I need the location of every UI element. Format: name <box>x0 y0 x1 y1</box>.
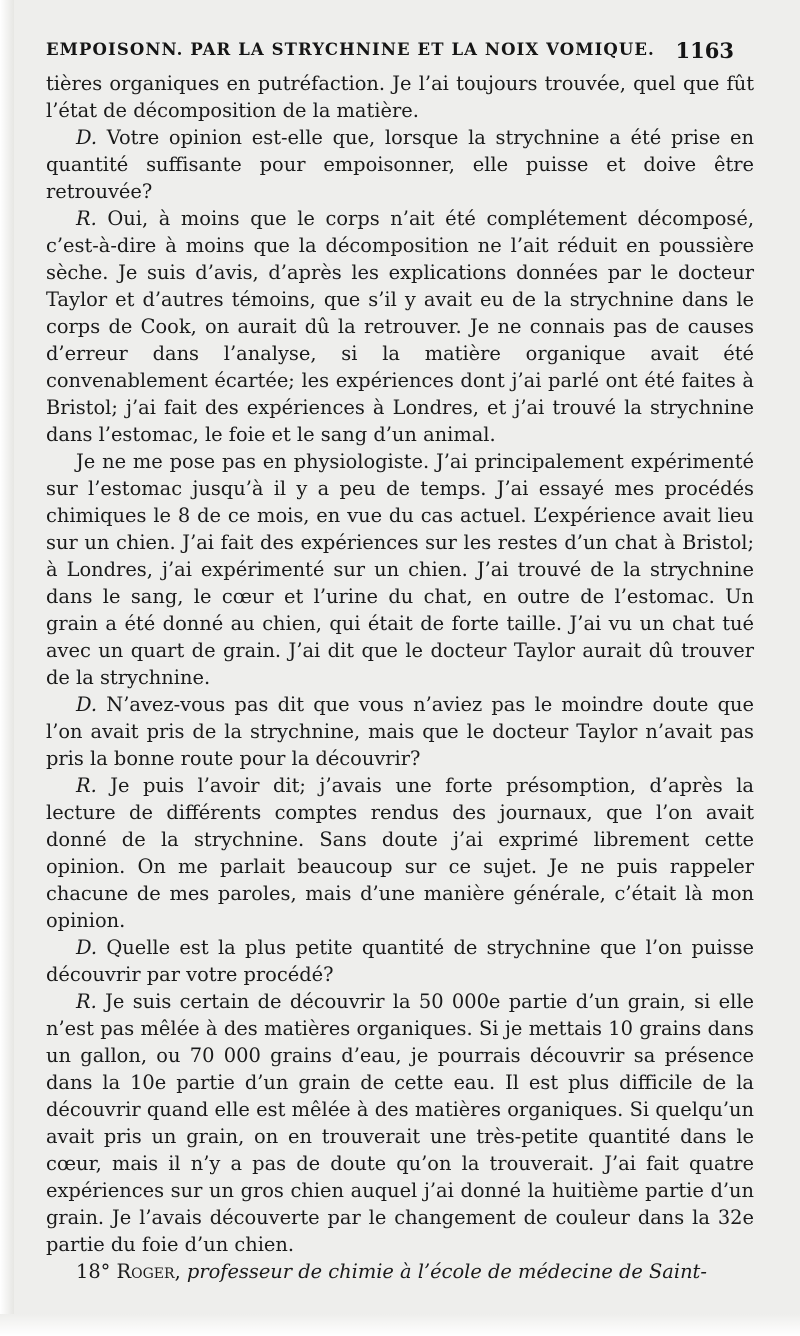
speaker-label: D. <box>76 693 98 716</box>
paragraph <box>46 772 754 934</box>
paragraph <box>46 448 754 691</box>
witness-name: Roger <box>116 1260 175 1283</box>
page-header <box>46 34 746 68</box>
paragraph-text: Je ne me pose pas en physiologiste. J’ai principalement expérimenté sur l’estomac jusqu’à il y a peu de temps. J’ai essayé mes procédés chimiques le 8 de ce mois, en vue du cas actuel. L’expérience avait lieu sur un chien. J’ai fait des expériences sur les restes d’un chat à Bristol; à Londres, j’ai expérimenté sur un chien. J’ai trouvé de la strychnine dans le sang, le cœur et l’urine du chat, en outre de l’estomac. Un grain a été donné au chien, qui était de forte taille. J’ai vu un chat tué avec un quart de grain. J’ai dit que le docteur Taylor aurait dû trouver de la strychnine. <box>46 450 754 689</box>
paragraph-text: Votre opinion est-elle que, lorsque la strychnine a été prise en quantité suffisante pour empoisonner, elle puisse et doive être retrouvée? <box>46 126 754 203</box>
page-bottom-margin <box>0 1314 800 1336</box>
body-text <box>46 70 754 1285</box>
paragraph <box>46 124 754 205</box>
paragraph-text: Quelle est la plus petite quantité de strychnine que l’on puisse découvrir par votre procédé? <box>46 936 754 986</box>
paragraph <box>46 691 754 772</box>
witness-role: professeur de chimie à l’école de médecine de Saint- <box>186 1260 707 1283</box>
speaker-label: R. <box>76 207 97 230</box>
speaker-label: R. <box>76 774 97 797</box>
paragraph-text: tières organiques en putréfaction. Je l’ai toujours trouvée, quel que fût l’état de décomposition de la matière. <box>46 72 754 122</box>
paragraph-text: Oui, à moins que le corps n’ait été complétement décomposé, c’est-à-dire à moins que la décomposition ne l’ait réduit en poussière sèche. Je suis d’avis, d’après les explications données par le docteur Taylor et d’autres témoins, que s’il y avait eu de la strychnine dans le corps de Cook, on aurait dû la retrouver. Je ne connais pas de causes d’erreur dans l’analyse, si la matière organique avait été convenablement écartée; les expériences dont j’ai parlé ont été faites à Bristol; j’ai fait des expériences à Londres, et j’ai trouvé la strychnine dans l’estomac, le foie et le sang d’un animal. <box>46 207 754 446</box>
page-edge-shadow <box>0 0 14 1336</box>
speaker-label: D. <box>76 936 98 959</box>
paragraph <box>46 70 754 124</box>
paragraph-text: Je suis certain de découvrir la 50 000e partie d’un grain, si elle n’est pas mêlée à des matières organiques. Si je mettais 10 grains dans un gallon, ou 70 000 grains d’eau, je pourrais découvrir sa présence dans la 10e partie d’un grain de cette eau. Il est plus difficile de la découvrir quand elle est mêlée à des matières organiques. Si quelqu’un avait pris un grain, on en trouverait une très-petite quantité dans le cœur, mais il n’y a pas de doute qu’on la trouverait. J’ai fait quatre expériences sur un gros chien auquel j’ai donné la huitième partie d’un grain. Je l’avais découverte par le changement de couleur dans la 32e partie du foie d’un chien. <box>46 990 754 1256</box>
witness-number: 18° <box>76 1260 111 1283</box>
witness-entry <box>46 1258 754 1285</box>
running-head: EMPOISONN. PAR LA STRYCHNINE ET LA NOIX VOMIQUE. <box>46 40 655 59</box>
page-number: 1163 <box>675 38 734 63</box>
paragraph-text: Je puis l’avoir dit; j’avais une forte présomption, d’après la lecture de différents comptes rendus des journaux, que l’on avait donné de la strychnine. Sans doute j’ai exprimé librement cette opinion. On me parlait beaucoup sur ce sujet. Je ne puis rappeler chacune de mes paroles, mais d’une manière générale, c’était là mon opinion. <box>46 774 754 932</box>
speaker-label: R. <box>76 990 97 1013</box>
paragraph <box>46 934 754 988</box>
paragraph <box>46 205 754 448</box>
speaker-label: D. <box>76 126 98 149</box>
paragraph <box>46 988 754 1258</box>
paragraph-text: N’avez-vous pas dit que vous n’aviez pas le moindre doute que l’on avait pris de la strychnine, mais que le docteur Taylor n’avait pas pris la bonne route pour la découvrir? <box>46 693 754 770</box>
witness-separator: , <box>174 1260 187 1283</box>
